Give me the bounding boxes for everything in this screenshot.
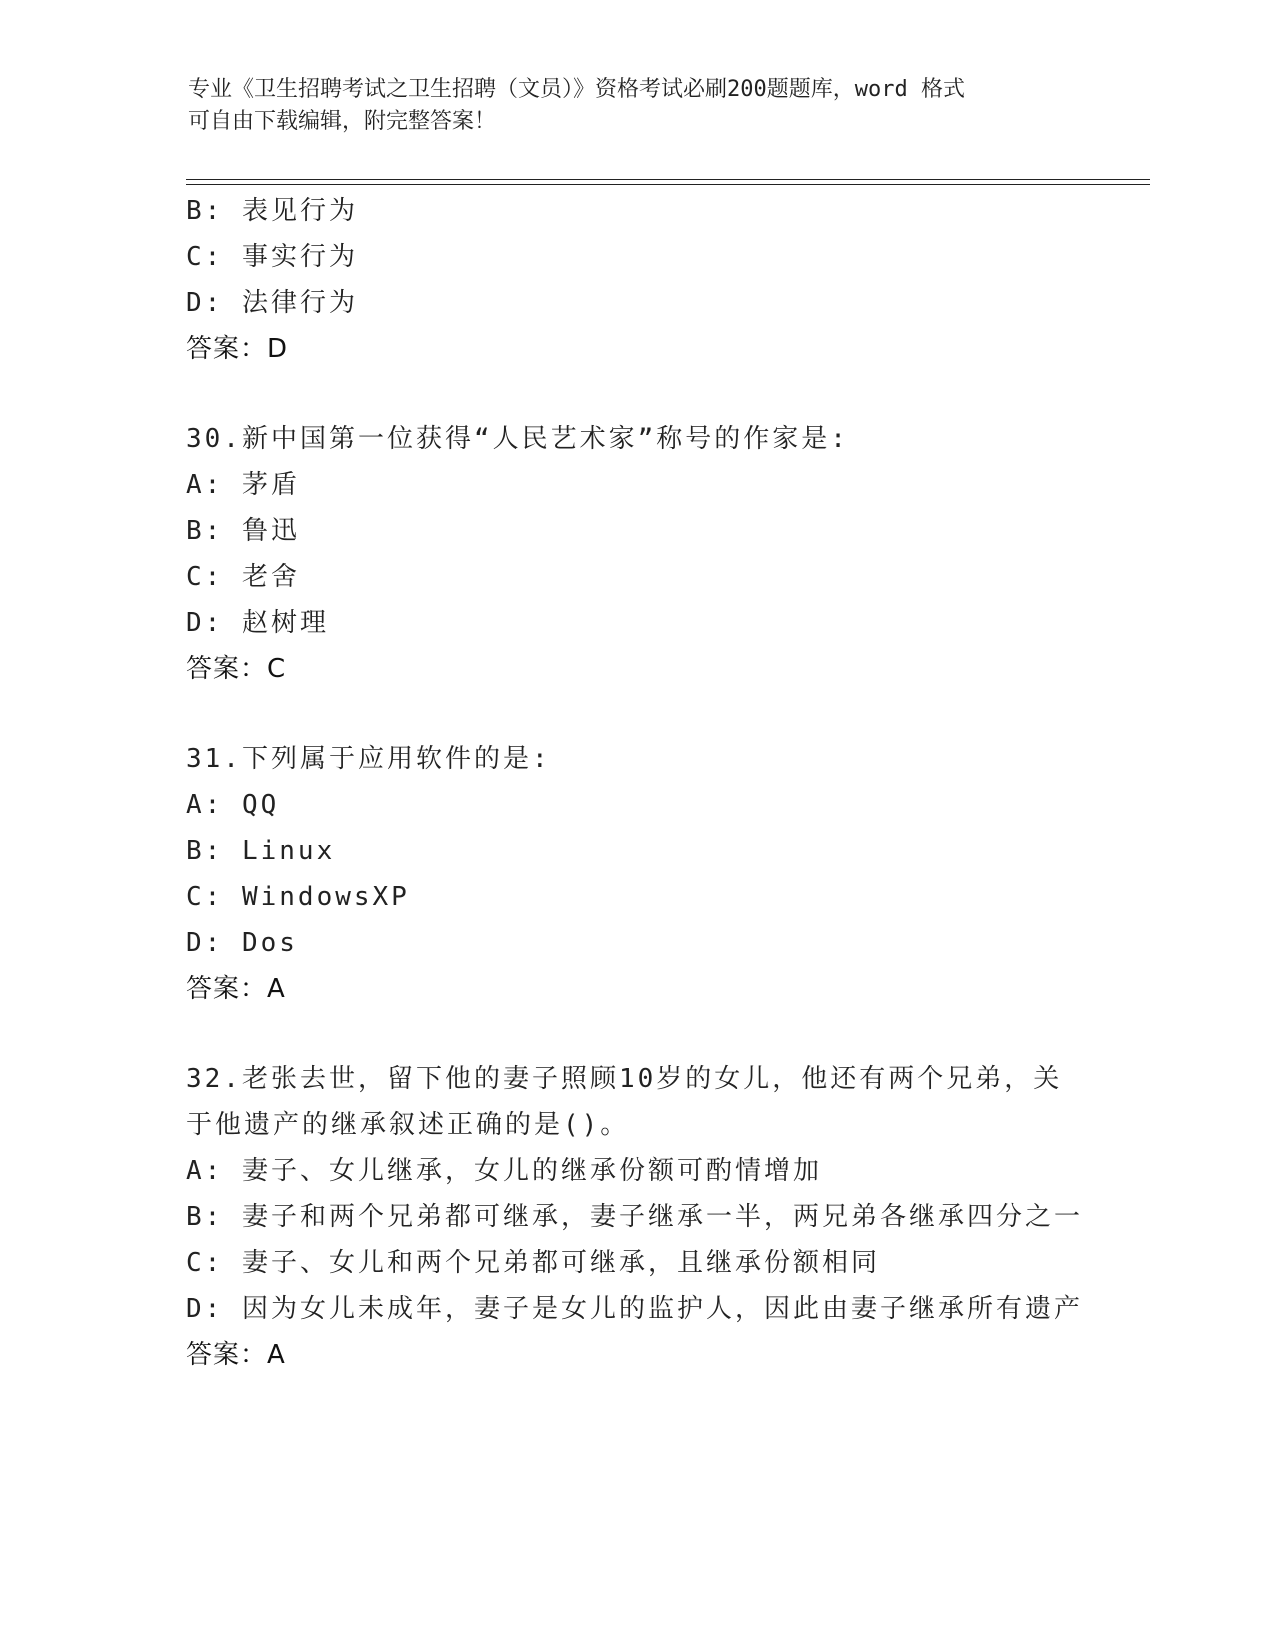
option-d: D: 法律行为 xyxy=(186,288,358,318)
option-a: A: 茅盾 xyxy=(186,470,300,500)
option-c: C: 妻子、女儿和两个兄弟都可继承，且继承份额相同 xyxy=(186,1248,880,1278)
page-header xyxy=(188,74,1088,138)
answer-label: 答案：D xyxy=(186,334,289,364)
question-text-line-1: 32.老张去世，留下他的妻子照顾10岁的女儿，他还有两个兄弟，关 xyxy=(186,1064,1063,1094)
option-b: B: 妻子和两个兄弟都可继承，妻子继承一半，两兄弟各继承四分之一 xyxy=(186,1202,1083,1232)
document-title-line-1: 专业《卫生招聘考试之卫生招聘（文员）》资格考试必刷200题题库，word 格式 xyxy=(188,77,965,102)
answer-label: 答案：A xyxy=(186,1340,286,1370)
option-c: C: 老舍 xyxy=(186,562,300,592)
option-a: A: QQ xyxy=(186,790,280,820)
answer-label: 答案：C xyxy=(186,654,287,684)
question-text: 30.新中国第一位获得“人民艺术家”称号的作家是: xyxy=(186,424,849,454)
option-a: A: 妻子、女儿继承，女儿的继承份额可酌情增加 xyxy=(186,1156,822,1186)
option-d: D: 赵树理 xyxy=(186,608,329,638)
question-list xyxy=(186,188,1086,1378)
option-c: C: 事实行为 xyxy=(186,242,358,272)
option-c: C: WindowsXP xyxy=(186,882,410,912)
document-title-line-2: 可自由下载编辑，附完整答案！ xyxy=(188,109,497,134)
question-31 xyxy=(186,736,1086,1012)
question-text-line-2: 于他遗产的继承叙述正确的是()。 xyxy=(186,1110,630,1140)
option-d: D: Dos xyxy=(186,928,298,958)
option-b: B: Linux xyxy=(186,836,336,866)
question-text: 31.下列属于应用软件的是: xyxy=(186,744,551,774)
question-32 xyxy=(186,1056,1086,1378)
continued-question-block xyxy=(186,188,1086,372)
option-b: B: 表见行为 xyxy=(186,196,358,226)
question-30 xyxy=(186,416,1086,692)
answer-label: 答案：A xyxy=(186,974,286,1004)
option-b: B: 鲁迅 xyxy=(186,516,300,546)
option-d: D: 因为女儿未成年，妻子是女儿的监护人，因此由妻子继承所有遗产 xyxy=(186,1294,1083,1324)
header-divider xyxy=(186,179,1150,185)
